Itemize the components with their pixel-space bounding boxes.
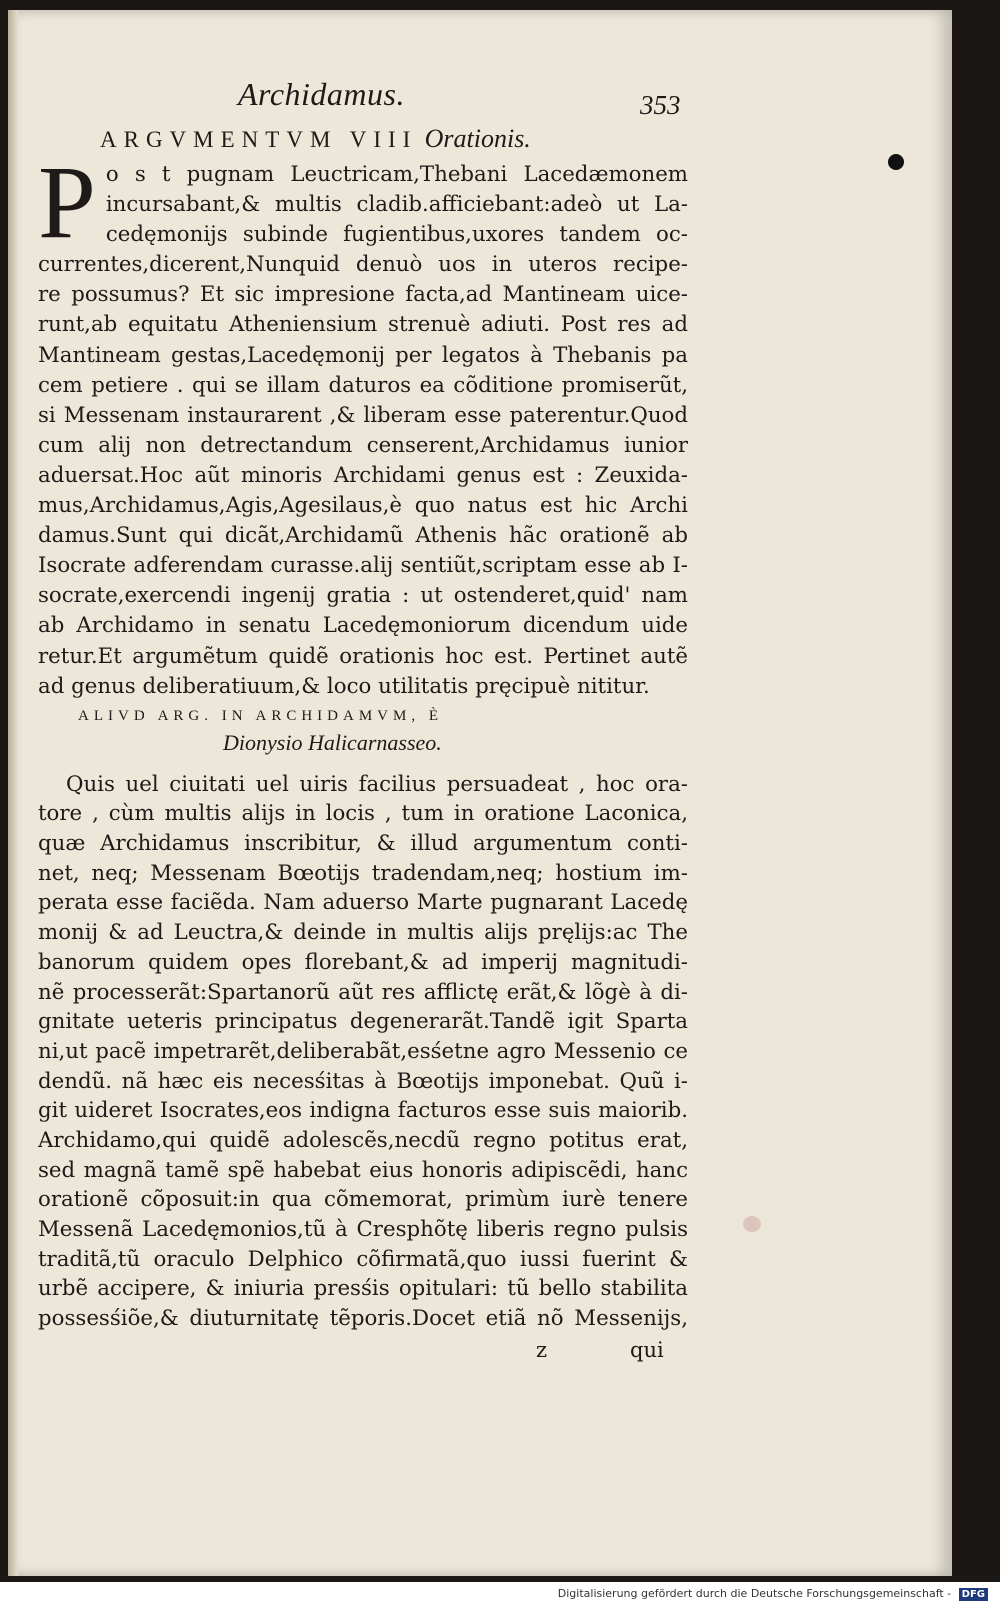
text-line: currentes,dicerent,Nunquid denuò uos in uteros recipe- xyxy=(38,252,688,278)
text-line: mus,Archidamus,Agis,Agesilaus,è quo natus est hic Archi xyxy=(38,493,688,519)
paper-stain xyxy=(743,1216,761,1232)
text-line: dendũ. nã hæc eis necesśitas à Bœotijs imponebat. Quũ i- xyxy=(38,1068,688,1094)
running-title: Archidamus. xyxy=(238,76,405,112)
text-line: o s t pugnam Leuctricam,Thebani Lacedæmonem xyxy=(105,162,688,187)
signature-mark: z xyxy=(536,1337,548,1362)
text-line: tore , cùm multis alijs in locis , tum in oratione Laconica, xyxy=(38,801,688,827)
text-line: banorum quidem opes florebant,& ad imperij magnitudi- xyxy=(38,949,688,975)
text-line: cum alij non detrectandum censerent,Archidamus iunior xyxy=(38,432,688,458)
credit-text: Digitalisierung gefördert durch die Deutsche Forschungsgemeinschaft - xyxy=(557,1587,952,1600)
text-line: orationẽ cõposuit:in qua cõmemorat, primùm iurè tenere xyxy=(38,1187,688,1213)
book-page xyxy=(8,10,952,1576)
text-line: Quis uel ciuitati uel uiris facilius persuadeat , hoc ora- xyxy=(66,771,688,797)
argument-paragraph xyxy=(38,145,688,702)
text-line: monij & ad Leuctra,& deinde in multis alijs pręlijs:ac The xyxy=(38,920,688,946)
text-line: sed magnã tamẽ spẽ habebat eius honoris adipiscẽdi, hanc xyxy=(38,1157,688,1183)
text-line: ni,ut pacẽ impetrarẽt,deliberabãt,esśetne agro Messenio ce xyxy=(38,1038,688,1064)
text-line: cedęmonijs subinde fugientibus,uxores tandem oc- xyxy=(105,222,688,248)
text-line: Messenã Lacedęmonios,tũ à Cresphõtę liberis regno pulsis xyxy=(38,1217,688,1242)
text-line: urbẽ accipere, & iniuria presśis opitulari: tũ bello stabilita xyxy=(38,1276,688,1302)
text-line: retur.Et argumẽtum quidẽ orationis hoc est. Pertinet autẽ xyxy=(38,643,688,669)
page-foot xyxy=(38,1338,688,1372)
text-line: gnitate ueteris principatus degenerarãt.Tandẽ igit Sparta xyxy=(38,1009,688,1035)
dfg-logo: DFG xyxy=(959,1588,988,1601)
text-line: si Messenam instaurarent ,& liberam esse paterentur.Quod xyxy=(38,402,688,428)
text-line: quæ Archidamus inscribitur, & illud argumentum conti- xyxy=(38,831,688,857)
text-line: Archidamo,qui quidẽ adolescẽs,necdũ regno potitus erat, xyxy=(38,1127,688,1153)
text-line: Mantineam gestas,Lacedęmonij per legatos à Thebanis pa xyxy=(38,342,688,368)
text-line: re possumus? Et sic impresione facta,ad Mantineam uice- xyxy=(38,282,688,308)
argument-heading xyxy=(100,124,688,160)
text-line: Isocrate adferendam curasse.alij sentiũt,scriptam esse ab I- xyxy=(38,553,688,579)
text-line: perata esse faciẽda. Nam aduerso Marte pugnarant Lacedę xyxy=(38,890,688,916)
text-line: aduersat.Hoc aũt minoris Archidami genus est : Zeuxida- xyxy=(38,462,688,488)
text-line: damus.Sunt qui dicãt,Archidamũ Athenis hãc orationẽ ab xyxy=(38,523,688,549)
secondary-argument-source: Dionysio Halicarnasseo. xyxy=(223,729,442,755)
argument-heading-caps: ARGVMENTVM VIII xyxy=(100,127,418,152)
text-line: net, neq; Messenam Bœotijs tradendam,neq; hostium im- xyxy=(38,860,688,886)
text-line: cem petiere . qui se illam daturos ea cõditione promiserũt, xyxy=(38,372,688,398)
text-line: socrate,exercendi ingenij gratia : ut ostenderet,quid' nam xyxy=(38,583,688,609)
text-line: runt,ab equitatu Atheniensium strenuè adiuti. Post res ad xyxy=(38,312,688,338)
text-line: nẽ processerãt:Spartanorũ aũt res afflictę erãt,& lõgè à di- xyxy=(38,979,688,1005)
catchword: qui xyxy=(630,1337,664,1362)
drop-cap: P xyxy=(38,145,96,260)
text-line: traditã,tũ oraculo Delphico cõfirmatã,quo iussi fuerint & xyxy=(38,1246,688,1272)
text-line: possesśiõe,& diuturnitatę tẽporis.Docet etiã nõ Messenijs, xyxy=(38,1306,688,1332)
text-line: ab Archidamo in senatu Lacedęmoniorum dicendum uide xyxy=(38,613,688,639)
running-head xyxy=(38,70,688,120)
digitization-credit xyxy=(0,1587,988,1607)
text-block xyxy=(38,70,688,1372)
dionysius-paragraph xyxy=(38,770,688,1334)
argument-heading-italic: Orationis. xyxy=(424,124,531,153)
secondary-argument-heading: ALIVD ARG. IN ARCHIDAMVM, È xyxy=(78,707,444,724)
page-number: 353 xyxy=(640,90,681,120)
text-line: ad genus deliberatiuum,& loco utilitatis pręcipuè nititur. xyxy=(38,673,650,699)
text-line: incursabant,& multis cladib.afficiebant:adeò ut La- xyxy=(105,192,688,218)
ink-blot xyxy=(888,154,904,170)
text-line: git uideret Isocrates,eos indigna facturos esse suis maiorib. xyxy=(38,1098,688,1124)
page-gutter xyxy=(8,10,18,1576)
